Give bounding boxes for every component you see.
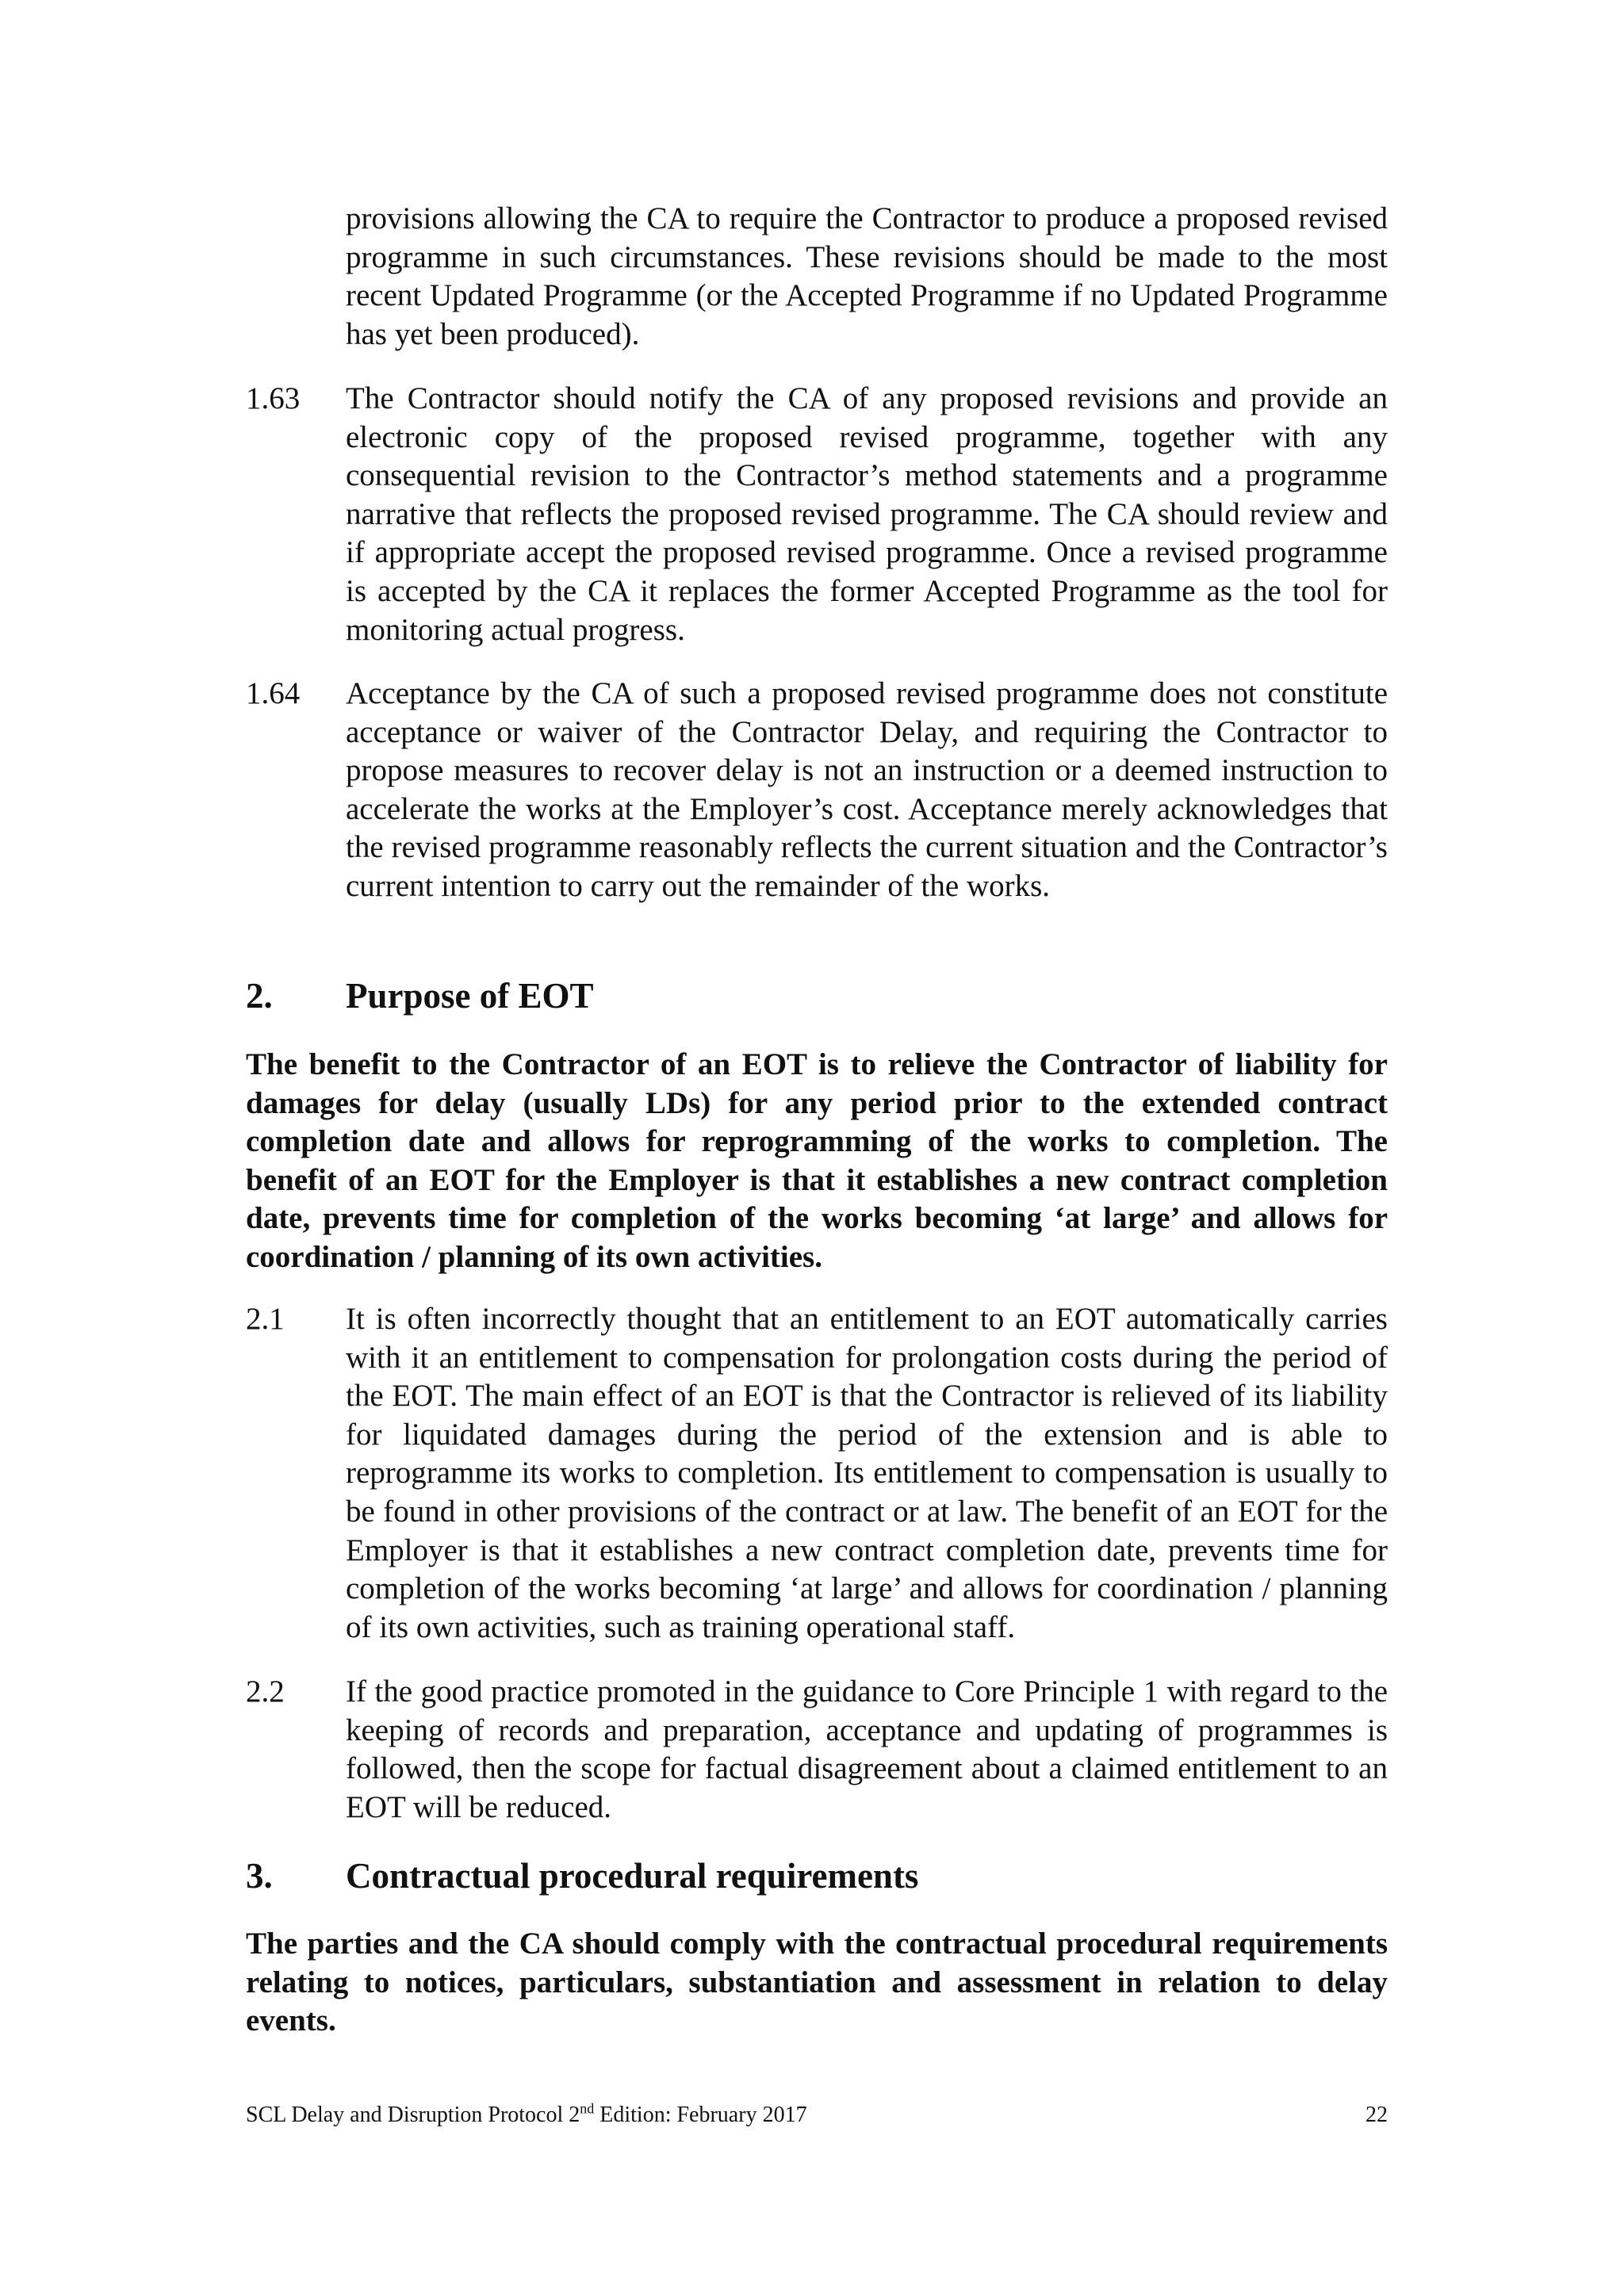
paragraph-text: It is often incorrectly thought that an entitlement to an EOT automatically carries with it an entitlement to compensation for prolongation costs during the period of the EOT. The main effect of an EOT is that the Contractor is relieved of its liability for liquidated damages during the period of the extension and is able to reprogramme its works to completion. Its entitlement to compensation is usually to be found in other provisions of the contract or at law. The benefit of an EOT for the Employer is that it establishes a new contract completion date, prevents time for completion of the works becoming ‘at large’ and allows for coordination / planning of its own activities, such as training operational staff. [346,1302,1388,1644]
paragraph-number: 1.64 [246,676,301,710]
paragraph-number: 2.1 [246,1302,285,1336]
paragraph-2-2 [246,1673,1388,1827]
core-principle-2: The benefit to the Contractor of an EOT is to relieve the Contractor of liability for damages for delay (usually LDs) for any period prior to the extended contract completion date and allows for reprogramming of the works to completion. The benefit of an EOT for the Employer is that it establishes a new contract completion date, prevents time for completion of the works becoming ‘at large’ and allows for coordination / planning of its own activities. [246,1047,1388,1274]
section-number: 2. [246,976,273,1016]
section-title: Contractual procedural requirements [346,1856,919,1896]
section-heading-3 [246,1854,1388,1898]
section-title: Purpose of EOT [346,976,594,1016]
paragraph-2-1 [246,1300,1388,1647]
footer-title-suffix: Edition: February 2017 [594,2103,807,2127]
paragraph-text: Acceptance by the CA of such a proposed revised programme does not constitute acceptance or waiver of the Contractor Delay, and requiring the Contractor to propose measures to recover delay is not an instruction or a deemed instruction to accelerate the works at the Employer’s cost. Acceptance merely acknowledges that the revised programme reasonably reflects the current situation and the Contractor’s current intention to carry out the remainder of the works. [346,676,1388,903]
paragraph-1-63 [246,380,1388,649]
footer-title-superscript: nd [580,2100,595,2117]
footer-document-title [246,2101,807,2130]
continued-paragraph: provisions allowing the CA to require the Contractor to produce a proposed revised programme in such circumstances. These revisions should be made to the most recent Updated Programme (or the Accepted Programme if no Updated Programme has yet been produced). [346,201,1388,351]
footer-title-prefix: SCL Delay and Disruption Protocol 2 [246,2103,580,2127]
paragraph-number: 1.63 [246,381,301,415]
paragraph-number: 2.2 [246,1674,285,1709]
section-number: 3. [246,1856,273,1896]
page-number: 22 [1365,2103,1388,2127]
paragraph-text: If the good practice promoted in the guidance to Core Principle 1 with regard to the keeping of records and preparation, acceptance and updating of programmes is followed, then the scope for factual disagreement about a claimed entitlement to an EOT will be reduced. [346,1674,1388,1824]
section-heading-2 [246,974,1388,1018]
paragraph-text: The Contractor should notify the CA of any proposed revisions and provide an electronic copy of the proposed revised programme, together with any consequential revision to the Contractor’s method statements and a programme narrative that reflects the proposed revised programme. The CA should review and if appropriate accept the proposed revised programme. Once a revised programme is accepted by the CA it replaces the former Accepted Programme as the tool for monitoring actual progress. [346,381,1388,647]
core-principle-3: The parties and the CA should comply with the contractual procedural requirements relating to notices, particulars, substantiation and assessment in relation to delay events. [246,1927,1388,2038]
paragraph-1-64 [246,675,1388,906]
